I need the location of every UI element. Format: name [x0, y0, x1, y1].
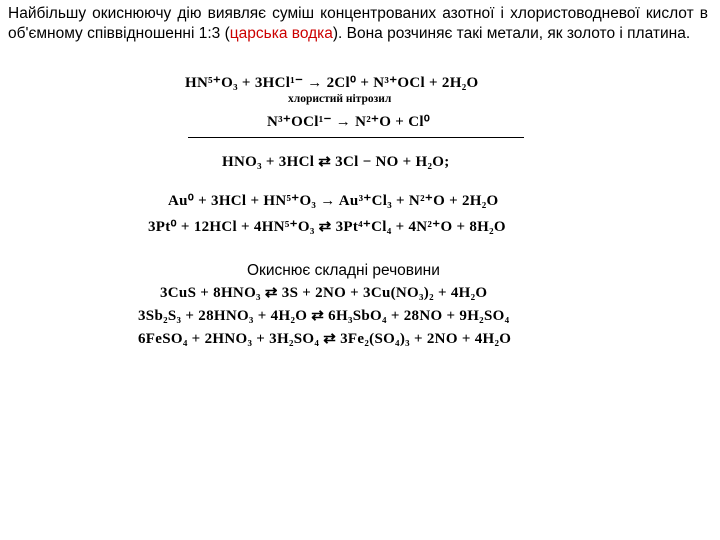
intro-text-part1: Найбільшу окиснюючу дію виявляє суміш концентрованих азотної і хлористоводневої кислот в об'ємному співвідношенні 1:3 (: [8, 5, 708, 42]
equation-aqua-regia-2: N³⁺OCl¹⁻ → N²⁺O + Cl⁰: [267, 114, 431, 130]
equation-gold: Au⁰ + 3HCl + HN⁵⁺O₃ → Au³⁺Cl₃ + N²⁺O + 2H₂O: [168, 193, 499, 209]
caption-nitrosyl-chloride: хлористий нітрозил: [288, 93, 392, 105]
equation-aqua-regia-sum: HNO₃ + 3HCl ⇄ 3Cl − NO + H₂O;: [222, 154, 450, 170]
intro-paragraph: [8, 4, 708, 44]
intro-text-part2: ). Вона розчиняє такі метали, як золото і платина.: [332, 25, 691, 42]
equation-sb2s3: 3Sb₂S₃ + 28HNO₃ + 4H₂O ⇄ 6H₃SbO₄ + 28NO + 9H₂SO₄: [138, 308, 510, 324]
divider-line: [188, 137, 524, 138]
heading-complex-substances: Окиснює складні речовини: [247, 262, 440, 279]
equation-feso4: 6FeSO₄ + 2HNO₃ + 3H₂SO₄ ⇄ 3Fe₂(SO₄)₃ + 2NO + 4H₂O: [138, 331, 512, 347]
equation-aqua-regia-1: HN⁵⁺O₃ + 3HCl¹⁻ → 2Cl⁰ + N³⁺OCl + 2H₂O: [185, 75, 479, 91]
equation-platinum: 3Pt⁰ + 12HCl + 4HN⁵⁺O₃ ⇄ 3Pt⁴⁺Cl₄ + 4N²⁺O + 8H₂O: [148, 219, 506, 235]
intro-highlight-aqua-regia: царська водка: [229, 25, 333, 42]
equation-cus: 3CuS + 8HNO₃ ⇄ 3S + 2NO + 3Cu(NO₃)₂ + 4H₂O: [160, 285, 488, 301]
